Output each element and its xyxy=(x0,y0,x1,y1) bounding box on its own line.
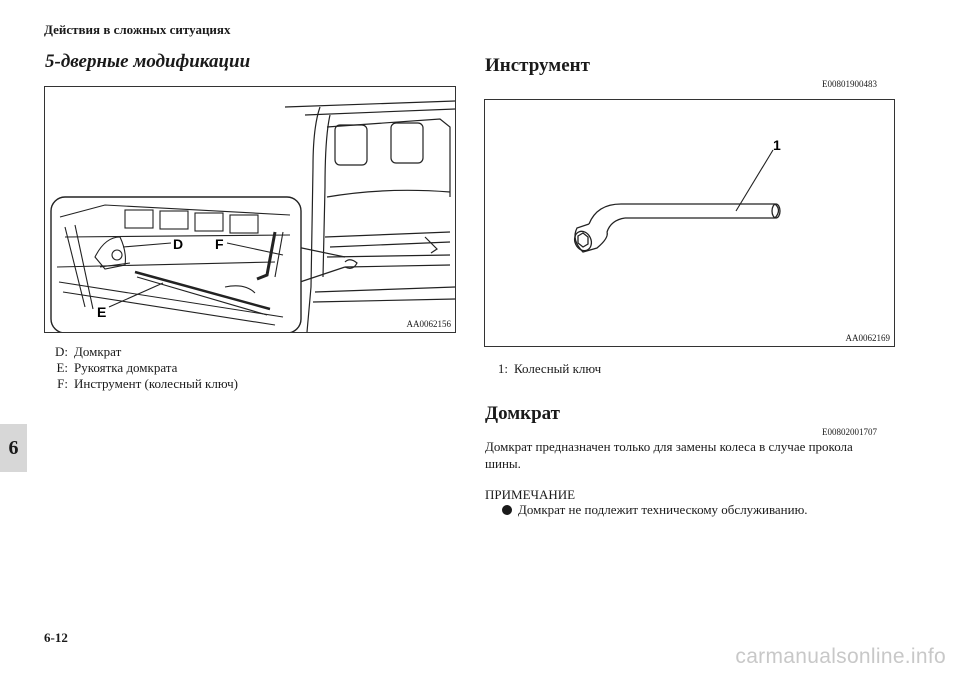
cargo-area-illustration xyxy=(45,87,455,332)
section-title-jack: Домкрат xyxy=(485,403,561,424)
page-number: 6-12 xyxy=(44,630,68,645)
figure-jack-location xyxy=(44,86,456,333)
figure-code: AA0062156 xyxy=(406,319,451,329)
running-header: Действия в сложных ситуациях xyxy=(44,22,231,37)
chapter-tab: 6 xyxy=(0,424,27,472)
note-item: Домкрат не подлежит техническому обслуживанию. xyxy=(502,501,808,518)
figure-code: AA0062169 xyxy=(845,333,890,343)
legend-jack-location xyxy=(50,344,238,392)
note-label: ПРИМЕЧАНИЕ xyxy=(485,487,576,502)
bullet-icon xyxy=(502,505,512,515)
section-title-tools: Инструмент xyxy=(485,55,590,76)
figure-wheel-wrench xyxy=(484,99,895,347)
legend-item: E: Рукоятка домкрата xyxy=(56,360,178,375)
section-title-5door: 5-дверные модификации xyxy=(45,51,251,72)
section-code-jack: E00802001707 xyxy=(822,427,877,437)
wheel-wrench-illustration xyxy=(485,100,894,346)
legend-item: D: Домкрат xyxy=(55,344,122,359)
callout-f: F xyxy=(215,236,224,252)
legend-item: 1: Колесный ключ xyxy=(497,361,602,376)
watermark: carmanualsonline.info xyxy=(735,645,946,668)
callout-e: E xyxy=(97,304,107,320)
inset-detail xyxy=(51,197,301,332)
jack-paragraph: Домкрат предназначен только для замены колеса в случае прокола шины. xyxy=(485,439,853,471)
callout-d: D xyxy=(173,236,184,252)
callout-1: 1 xyxy=(773,137,781,153)
legend-item: F: Инструмент (колесный ключ) xyxy=(57,376,238,391)
section-code-tools: E00801900483 xyxy=(822,79,877,89)
